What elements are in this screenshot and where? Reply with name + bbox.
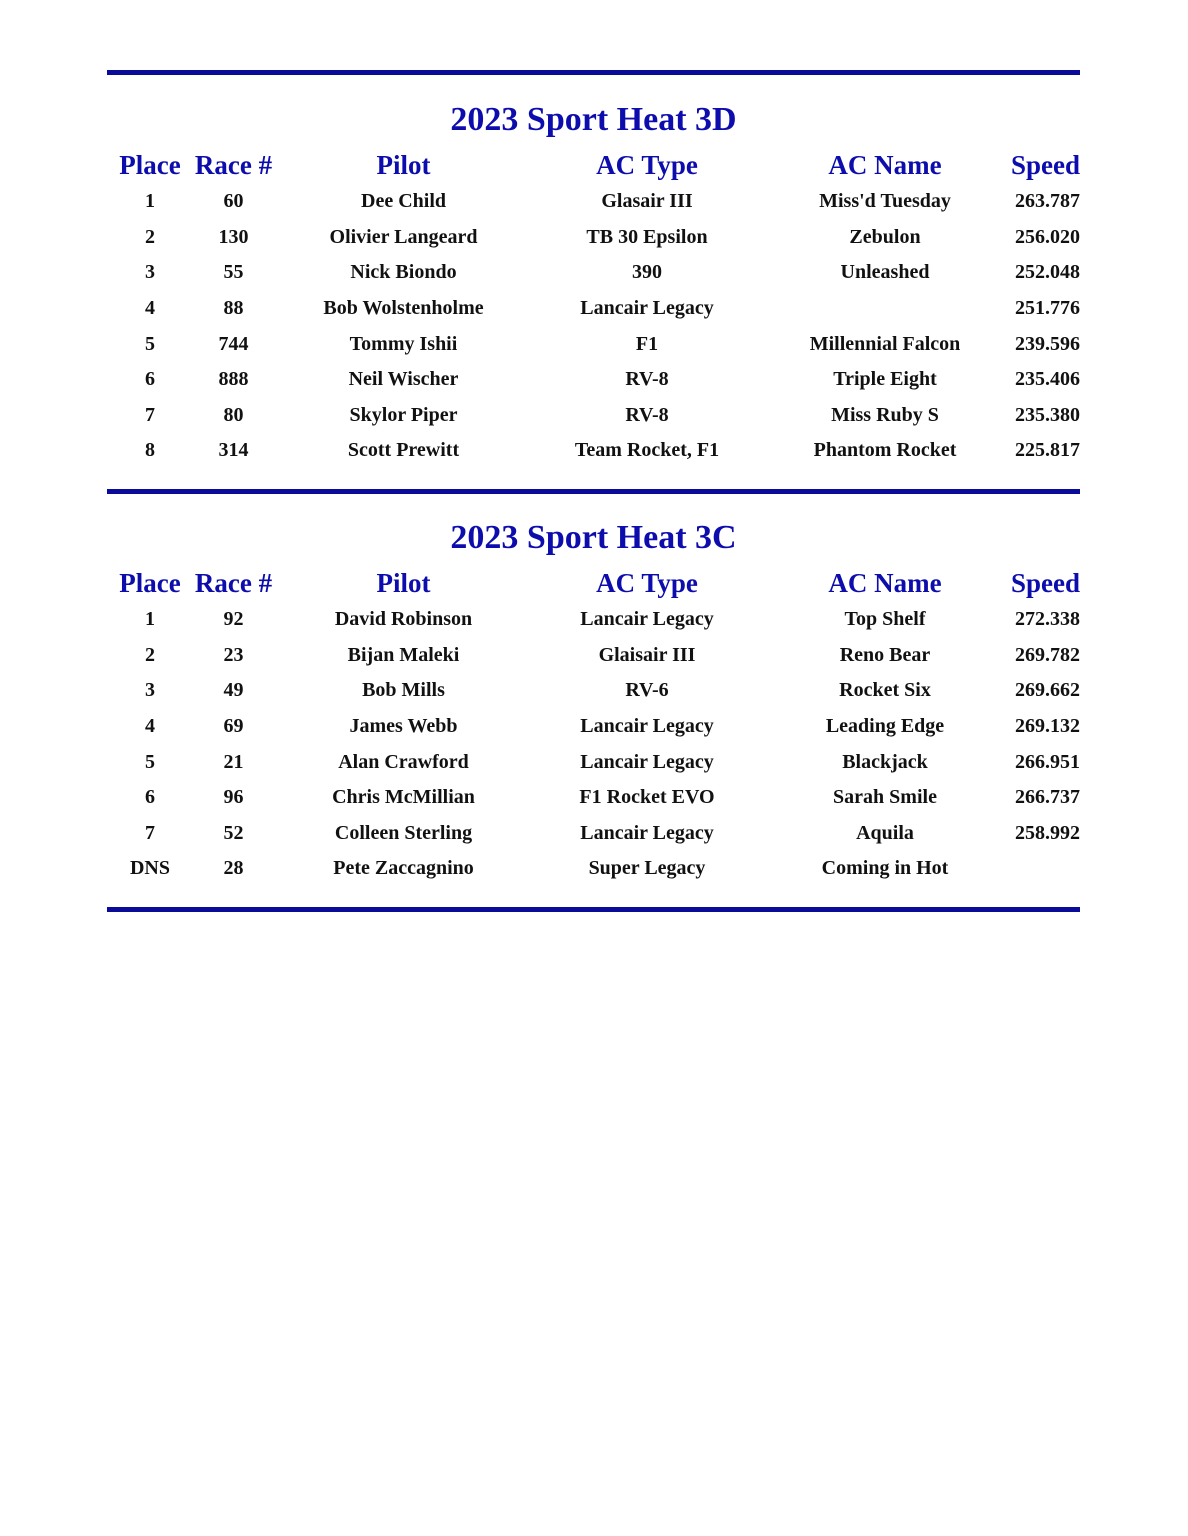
results-body <box>107 184 1080 469</box>
ac-name-cell: Sarah Smile <box>833 786 937 809</box>
speed-cell: 256.020 <box>1015 225 1080 248</box>
col-speed: Speed <box>1010 568 1080 598</box>
race-number-cell: 96 <box>223 786 244 809</box>
pilot-cell: Bijan Maleki <box>347 643 460 666</box>
bottom-rule <box>107 907 1080 912</box>
pilot-cell: Neil Wischer <box>348 368 459 391</box>
place-cell: 2 <box>145 643 155 666</box>
speed-cell: 235.406 <box>1015 368 1080 391</box>
ac-type-cell: TB 30 Epsilon <box>586 225 708 248</box>
ac-type-cell: Lancair Legacy <box>580 821 714 844</box>
table-row <box>107 851 1080 887</box>
ac-name-cell <box>761 291 1009 327</box>
speed-cell: 225.817 <box>1015 439 1080 462</box>
place-cell: 5 <box>145 332 155 355</box>
pilot-cell: David Robinson <box>334 608 473 631</box>
speed-cell: 266.737 <box>1015 786 1080 809</box>
table-row <box>107 255 1080 291</box>
place-cell: 1 <box>145 190 155 213</box>
col-ac-type: AC Type <box>596 568 698 598</box>
results-table <box>107 564 1080 887</box>
results-body <box>107 602 1080 887</box>
race-number-cell: 130 <box>218 225 249 248</box>
place-cell: 8 <box>145 439 155 462</box>
race-number-cell: 21 <box>223 750 244 773</box>
table-row <box>107 398 1080 434</box>
speed-cell: 258.992 <box>1015 821 1080 844</box>
pilot-cell: Tommy Ishii <box>349 332 458 355</box>
race-number-cell: 28 <box>223 857 244 880</box>
ac-type-cell: Lancair Legacy <box>580 297 714 320</box>
table-row <box>107 673 1080 709</box>
speed-cell: 266.951 <box>1015 750 1080 773</box>
ac-type-cell: RV-6 <box>625 679 669 702</box>
race-number-cell: 744 <box>218 332 249 355</box>
speed-cell: 251.776 <box>1015 297 1080 320</box>
place-cell: DNS <box>129 857 170 880</box>
col-place: Place <box>119 150 181 180</box>
pilot-cell: Nick Biondo <box>350 261 457 284</box>
place-cell: 3 <box>145 261 155 284</box>
speed-cell: 263.787 <box>1015 190 1080 213</box>
pilot-cell: Bob Mills <box>362 679 445 702</box>
col-ac-name: AC Name <box>828 568 942 598</box>
ac-type-cell: Lancair Legacy <box>580 750 714 773</box>
header-row <box>107 564 1080 602</box>
speed-cell: 235.380 <box>1015 403 1080 426</box>
col-ac-name: AC Name <box>828 150 942 180</box>
heat-3c-section <box>107 518 1080 887</box>
col-race: Race # <box>194 150 273 180</box>
ac-type-cell: Team Rocket, F1 <box>574 439 720 462</box>
table-row <box>107 709 1080 745</box>
ac-name-cell: Miss Ruby S <box>831 403 939 426</box>
speed-cell: 252.048 <box>1015 261 1080 284</box>
ac-name-cell: Reno Bear <box>839 643 931 666</box>
ac-type-cell: Glasair III <box>601 190 693 213</box>
ac-type-cell: Super Legacy <box>588 857 706 880</box>
pilot-cell: Scott Prewitt <box>347 439 460 462</box>
col-place: Place <box>119 568 181 598</box>
col-pilot: Pilot <box>376 568 431 598</box>
ac-name-cell: Blackjack <box>842 750 928 773</box>
place-cell: 1 <box>145 608 155 631</box>
ac-name-cell: Zebulon <box>849 225 921 248</box>
ac-type-cell: F1 <box>635 332 659 355</box>
place-cell: 4 <box>145 297 155 320</box>
ac-name-cell: Phantom Rocket <box>813 439 957 462</box>
place-cell: 2 <box>145 225 155 248</box>
table-row <box>107 433 1080 469</box>
speed-cell: 239.596 <box>1015 332 1080 355</box>
race-number-cell: 888 <box>218 368 249 391</box>
race-number-cell: 88 <box>223 297 244 320</box>
speed-cell <box>1009 851 1080 887</box>
race-number-cell: 314 <box>218 439 249 462</box>
table-row <box>107 638 1080 674</box>
race-number-cell: 55 <box>223 261 244 284</box>
col-pilot: Pilot <box>376 150 431 180</box>
speed-cell: 269.662 <box>1015 679 1080 702</box>
place-cell: 6 <box>145 786 155 809</box>
pilot-cell: James Webb <box>349 715 458 738</box>
table-row <box>107 362 1080 398</box>
pilot-cell: Skylor Piper <box>349 403 458 426</box>
ac-type-cell: Lancair Legacy <box>580 608 714 631</box>
place-cell: 4 <box>145 715 155 738</box>
ac-type-cell: RV-8 <box>625 368 669 391</box>
ac-type-cell: F1 Rocket EVO <box>579 786 715 809</box>
race-number-cell: 69 <box>223 715 244 738</box>
ac-type-cell: RV-8 <box>625 403 669 426</box>
table-row <box>107 780 1080 816</box>
table-row <box>107 326 1080 362</box>
table-row <box>107 602 1080 638</box>
ac-name-cell: Rocket Six <box>839 679 931 702</box>
col-race: Race # <box>194 568 273 598</box>
ac-name-cell: Unleashed <box>840 261 930 284</box>
race-number-cell: 49 <box>223 679 244 702</box>
pilot-cell: Colleen Sterling <box>334 821 473 844</box>
pilot-cell: Dee Child <box>361 190 446 213</box>
place-cell: 7 <box>145 403 155 426</box>
ac-name-cell: Miss'd Tuesday <box>819 190 951 213</box>
pilot-cell: Alan Crawford <box>338 750 469 773</box>
table-row <box>107 291 1080 327</box>
ac-type-cell: Lancair Legacy <box>580 715 714 738</box>
speed-cell: 269.782 <box>1015 643 1080 666</box>
place-cell: 5 <box>145 750 155 773</box>
place-cell: 3 <box>145 679 155 702</box>
place-cell: 7 <box>145 821 155 844</box>
ac-name-cell: Millennial Falcon <box>809 332 961 355</box>
race-number-cell: 60 <box>223 190 244 213</box>
ac-name-cell: Triple Eight <box>833 368 937 391</box>
pilot-cell: Bob Wolstenholme <box>323 297 484 320</box>
heat-3d-section <box>107 100 1080 469</box>
speed-cell: 269.132 <box>1015 715 1080 738</box>
table-row <box>107 184 1080 220</box>
race-number-cell: 80 <box>223 403 244 426</box>
heat-title: 2023 Sport Heat 3C <box>450 519 737 556</box>
results-table <box>107 146 1080 469</box>
header-row <box>107 146 1080 184</box>
ac-type-cell: 390 <box>632 261 662 284</box>
pilot-cell: Olivier Langeard <box>329 225 478 248</box>
race-number-cell: 92 <box>223 608 244 631</box>
ac-name-cell: Top Shelf <box>844 608 926 631</box>
place-cell: 6 <box>145 368 155 391</box>
race-number-cell: 23 <box>223 643 244 666</box>
ac-type-cell: Glaisair III <box>598 643 696 666</box>
middle-rule <box>107 489 1080 494</box>
table-row <box>107 816 1080 852</box>
pilot-cell: Chris McMillian <box>332 786 475 809</box>
table-row <box>107 744 1080 780</box>
top-rule <box>107 70 1080 75</box>
col-ac-type: AC Type <box>596 150 698 180</box>
ac-name-cell: Coming in Hot <box>821 857 949 880</box>
pilot-cell: Pete Zaccagnino <box>333 857 474 880</box>
heat-title: 2023 Sport Heat 3D <box>450 101 737 138</box>
ac-name-cell: Leading Edge <box>825 715 945 738</box>
speed-cell: 272.338 <box>1015 608 1080 631</box>
race-number-cell: 52 <box>223 821 244 844</box>
ac-name-cell: Aquila <box>856 821 914 844</box>
table-row <box>107 220 1080 256</box>
col-speed: Speed <box>1010 150 1080 180</box>
